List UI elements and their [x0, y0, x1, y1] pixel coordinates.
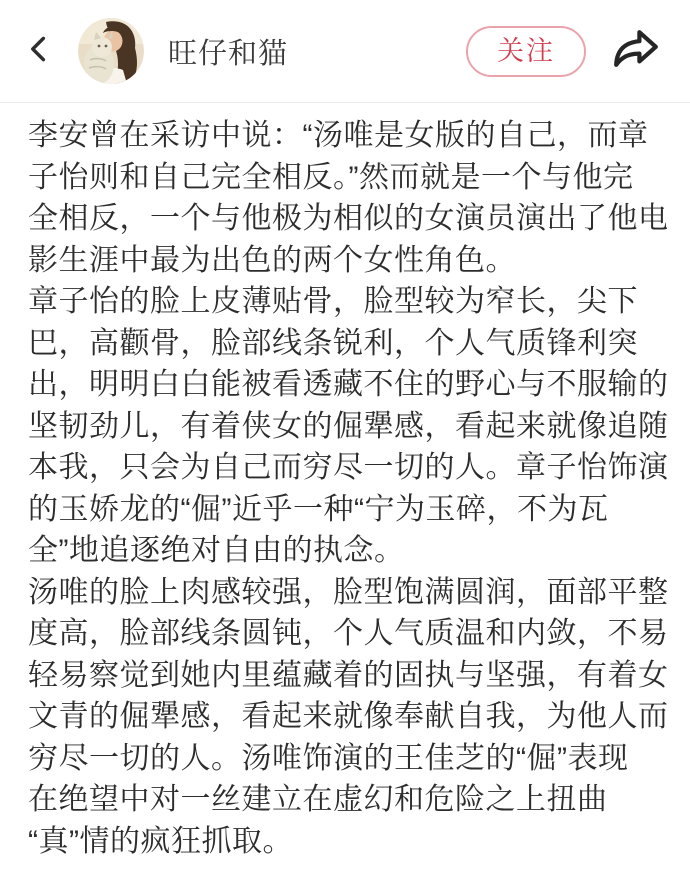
text-line: 本我，只会为自己而穷尽一切的人。章子怡饰演 — [28, 451, 669, 484]
text-line: 全”地追逐绝对自由的执念。 — [28, 534, 405, 567]
back-button[interactable] — [24, 27, 58, 75]
text-line: 文青的倔犟感，看起来就像奉献自我，为他人而 — [28, 700, 669, 733]
article-body — [0, 103, 690, 862]
text-line: 在绝望中对一丝建立在虚幻和危险之上扭曲 — [28, 783, 608, 816]
text-line: 度高，脸部线条圆钝，个人气质温和内敛，不易 — [28, 617, 669, 650]
header — [0, 0, 690, 103]
text-line: 李安曾在采访中说：“汤唯是女版的自己，而章 — [28, 119, 649, 152]
text-line: 穷尽一切的人。汤唯饰演的王佳芝的“倔”表现 — [28, 741, 629, 775]
text-line: 巴，高颧骨，脸部线条锐利，个人气质锋利突 — [28, 326, 638, 360]
share-arrow-icon — [607, 20, 663, 83]
text-line: 子怡则和自己完全相反。”然而就是一个与他完 — [28, 160, 634, 194]
text-line: 全相反，一个与他极为相似的女演员演出了他电 — [28, 202, 669, 235]
user-name[interactable]: 旺仔和猫 — [168, 37, 289, 70]
share-button[interactable] — [606, 21, 664, 81]
paragraph — [28, 281, 669, 572]
text-line: 章子怡的脸上皮薄贴骨，脸型较为窄长，尖下 — [28, 285, 638, 318]
chevron-left-icon — [24, 26, 54, 77]
text-line: 影生涯中最为出色的两个女性角色。 — [28, 243, 516, 277]
text-line: 汤唯的脸上肉感较强，脸型饱满圆润，面部平整 — [28, 575, 669, 609]
text-line: 出，明明白白能被看透藏不住的野心与不服输的 — [28, 368, 669, 401]
follow-button[interactable]: 关注 — [466, 26, 586, 77]
text-line: 坚韧劲儿，有着侠女的倔犟感，看起来就像追随 — [28, 409, 669, 443]
avatar-photo — [78, 18, 144, 84]
text-line: “真”情的疯狂抓取。 — [28, 824, 293, 858]
paragraph — [28, 115, 669, 281]
text-line: 轻易察觉到她内里蕴藏着的固执与坚强，有着女 — [28, 658, 669, 692]
paragraph — [28, 572, 669, 863]
avatar[interactable] — [78, 18, 144, 84]
text-line: 的玉娇龙的“倔”近乎一种“宁为玉碎，不为瓦 — [28, 492, 609, 526]
